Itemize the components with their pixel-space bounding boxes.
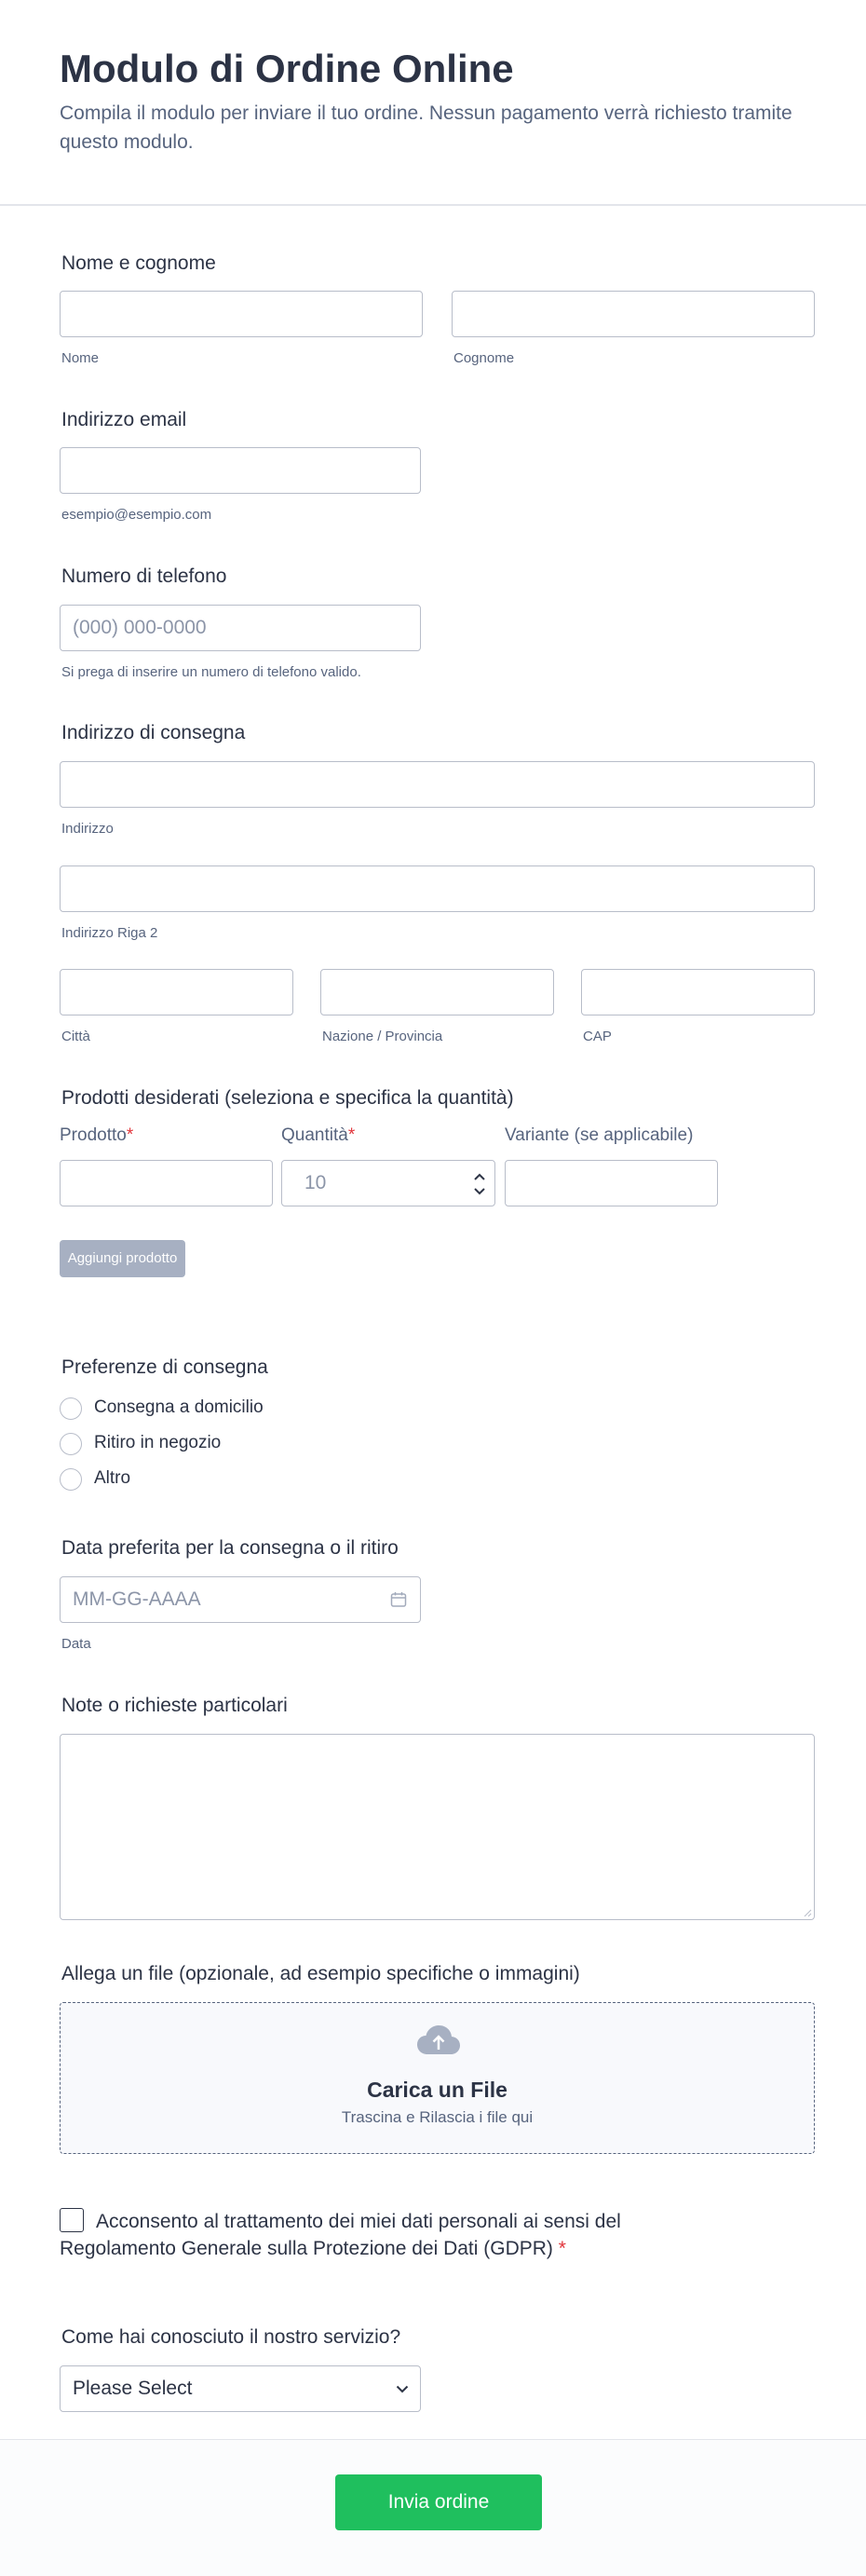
radio-home-delivery-label[interactable]: Consegna a domicilio — [94, 1397, 264, 1417]
cloud-upload-icon — [416, 2024, 461, 2056]
address-line2-input[interactable] — [60, 865, 815, 912]
source-select[interactable] — [60, 2365, 421, 2412]
phone-label: Numero di telefono — [61, 566, 227, 587]
city-sublabel: Città — [61, 1029, 90, 1044]
date-label: Data preferita per la consegna o il ritiro — [61, 1537, 399, 1559]
address-label: Indirizzo di consegna — [61, 722, 246, 743]
phone-placeholder: (000) 000-0000 — [73, 617, 207, 638]
email-input[interactable] — [60, 447, 421, 494]
zip-input[interactable] — [581, 969, 815, 1015]
products-label: Prodotti desiderati (seleziona e specifica la quantità) — [61, 1087, 514, 1109]
date-sublabel: Data — [61, 1636, 91, 1652]
first-name-input[interactable] — [60, 291, 423, 337]
name-label: Nome e cognome — [61, 252, 216, 274]
variant-column-header: Variante (se applicabile) — [505, 1125, 694, 1145]
notes-label: Note o richieste particolari — [61, 1695, 288, 1716]
radio-store-pickup[interactable] — [60, 1433, 82, 1455]
form-header — [0, 0, 866, 206]
first-name-sublabel: Nome — [61, 350, 100, 366]
delivery-label: Preferenze di consegna — [61, 1356, 268, 1378]
radio-other[interactable] — [60, 1468, 82, 1491]
address-line1-sublabel: Indirizzo — [61, 821, 114, 837]
email-sublabel: esempio@esempio.com — [61, 507, 212, 523]
zip-sublabel: CAP — [583, 1029, 612, 1044]
form-subtitle: Compila il modulo per inviare il tuo ordine. Nessun pagamento verrà richiesto tramite questo modulo. — [60, 102, 792, 153]
upload-subtitle: Trascina e Rilascia i file qui — [341, 2108, 534, 2126]
stepper-arrows-icon[interactable] — [473, 1171, 486, 1197]
required-mark: * — [126, 1125, 134, 1145]
upload-label: Allega un file (opzionale, ad esempio specifiche o immagini) — [61, 1963, 580, 1984]
source-label: Come hai conosciuto il nostro servizio? — [61, 2326, 401, 2348]
radio-other-label[interactable]: Altro — [94, 1468, 131, 1488]
form-title: Modulo di Ordine Online — [60, 47, 514, 90]
consent-text[interactable]: Acconsento al trattamento dei miei dati personali ai sensi del Regolamento Generale sulla Protezione dei Dati (GDPR) * — [60, 2211, 621, 2259]
required-mark: * — [347, 1125, 356, 1145]
submit-button[interactable]: Invia ordine — [335, 2474, 542, 2530]
phone-sublabel: Si prega di inserire un numero di telefono valido. — [61, 664, 361, 680]
date-placeholder: MM-GG-AAAA — [73, 1588, 201, 1610]
calendar-icon[interactable] — [390, 1591, 407, 1608]
email-label: Indirizzo email — [61, 409, 187, 430]
add-product-button[interactable]: Aggiungi prodotto — [60, 1240, 185, 1277]
product-column-header: Prodotto* — [60, 1125, 134, 1145]
state-sublabel: Nazione / Provincia — [322, 1029, 443, 1044]
product-input[interactable] — [60, 1160, 273, 1206]
radio-home-delivery[interactable] — [60, 1397, 82, 1420]
variant-input[interactable] — [505, 1160, 718, 1206]
quantity-stepper[interactable] — [281, 1160, 495, 1206]
required-mark: * — [558, 2238, 566, 2259]
chevron-down-icon — [396, 2385, 409, 2393]
source-selected-value: Please Select — [73, 2378, 193, 2399]
address-line2-sublabel: Indirizzo Riga 2 — [61, 925, 158, 941]
notes-textarea[interactable] — [60, 1734, 815, 1920]
upload-title: Carica un File — [367, 2078, 507, 2102]
date-input[interactable] — [60, 1576, 421, 1623]
quantity-column-header: Quantità* — [281, 1125, 356, 1145]
resize-handle-icon[interactable] — [803, 1908, 812, 1917]
phone-input[interactable] — [60, 605, 421, 651]
last-name-input[interactable] — [452, 291, 815, 337]
radio-store-pickup-label[interactable]: Ritiro in negozio — [94, 1433, 222, 1452]
last-name-sublabel: Cognome — [453, 350, 515, 366]
state-input[interactable] — [320, 969, 554, 1015]
address-line1-input[interactable] — [60, 761, 815, 808]
file-dropzone[interactable] — [60, 2002, 815, 2154]
city-input[interactable] — [60, 969, 293, 1015]
quantity-placeholder: 10 — [304, 1172, 327, 1193]
